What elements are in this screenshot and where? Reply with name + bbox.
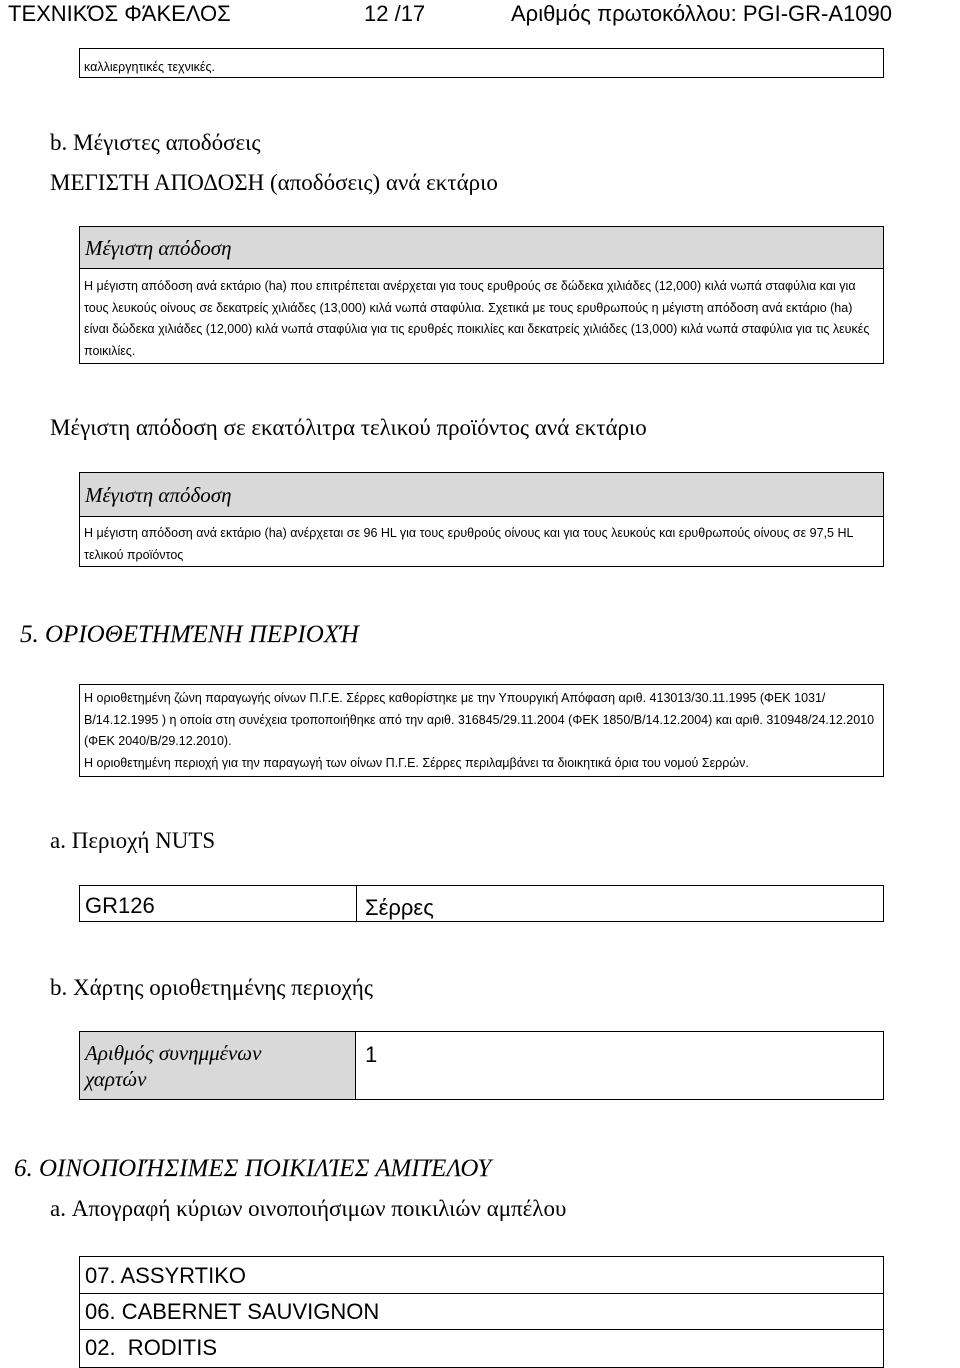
varieties-divider [80,1329,883,1330]
varieties-divider [80,1293,883,1294]
page-number: 12 /17 [364,1,426,26]
variety-item: 06. CABERNET SAUVIGNON [85,1299,380,1324]
max-yield-hl-box [79,472,884,567]
continuation-text: καλλιεργητικές τεχνικές. [84,60,215,74]
max-yield-hl-text: Η μέγιστη απόδοση ανά εκτάριο (ha) ανέρχεται σε 96 HL για τους ερυθρούς οίνους και για τους λευκούς και ερυθρωπούς οίνους σε 97,5 HL τελικού προϊόντος [84,526,853,562]
delimited-area-box [79,684,884,777]
varieties-subheading: a. Απογραφή κύριων οινοποιήσιμων ποικιλιών αμπέλου [50,1196,567,1221]
maps-count-value: 1 [365,1042,378,1067]
variety-item: 02. RODITIS [85,1335,218,1360]
varieties-table [79,1256,884,1368]
delimited-area-text-2: Η οριοθετημένη περιοχή για την παραγωγή των οίνων Π.Γ.Ε. Σέρρες περιλαμβάνει τα διοικητικά όρια του νομού Σερρών. [84,755,749,770]
nuts-heading: a. Περιοχή NUTS [50,828,216,853]
section-5-heading: 5. ΟΡΙΟΘΕΤΗΜΈΝΗ ΠΕΡΙΟΧΉ [20,621,359,648]
section-6-heading: 6. ΟΙΝΟΠΟΙΉΣΙΜΕΣ ΠΟΙΚΙΛΊΕΣ ΑΜΠΈΛΟΥ [14,1155,492,1182]
section-heading-hl: Μέγιστη απόδοση σε εκατόλιτρα τελικού προϊόντος ανά εκτάριο [50,415,647,440]
maps-table [79,1031,884,1100]
variety-item: 07. ASSYRTIKO [85,1263,247,1288]
section-heading: b. Μέγιστες αποδόσεις [50,130,261,155]
document-title: ΤΕΧΝΙΚΌΣ ΦΆΚΕΛΟΣ [8,1,231,26]
max-yield-hl-label: Μέγιστη απόδοση [80,473,883,517]
protocol-number: Αριθμός πρωτοκόλλου: PGI-GR-A1090 [511,1,892,26]
nuts-table [79,885,884,922]
nuts-code: GR126 [85,893,155,918]
max-yield-text: Η μέγιστη απόδοση ανά εκτάριο (ha) που επιτρέπεται ανέρχεται για τους ερυθρούς σε δώδεκα χιλιάδες (12,000) κιλά νωπά σταφύλια και για τους λευκούς οίνους σε δεκατρείς χιλιάδες (13,000) κιλά νωπά σταφύλια. Σχετικά με τους ερυθρωπούς η μέγιστη απόδοση ανά εκτάριο (ha) είναι δώδεκα χιλιάδες (12,000) κιλά νωπά σταφύλια για τις ερυθρές ποικιλίες και δεκατρείς χιλιάδες (13,000) κιλά νωπά σταφύλια για τις λευκές ποικιλίες. [84,279,870,358]
max-yield-label: Μέγιστη απόδοση [80,227,883,269]
nuts-divider [356,886,357,921]
section-subheading: ΜΕΓΙΣΤΗ ΑΠΟΔΟΣΗ (αποδόσεις) ανά εκτάριο [50,170,498,195]
continuation-box [79,48,884,78]
delimited-area-text-1: Η οριοθετημένη ζώνη παραγωγής οίνων Π.Γ.Ε. Σέρρες καθορίστηκε με την Υπουργική Απόφαση αριθ. 413013/30.11.1995 (ΦΕΚ 1031/Β/14.12.1995 ) η οποία στη συνέχεια τροποποιήθηκε από την αριθ. 316845/29.11.2004 (ΦΕΚ 1850/Β/14.12.2004) και αριθ. 310948/24.12.2010 (ΦΕΚ 2040/Β/29.12.2010). [84,691,875,748]
map-heading: b. Χάρτης οριοθετημένης περιοχής [50,975,373,1000]
nuts-name: Σέρρες [365,895,434,920]
maps-count-label: Αριθμός συνημμένων χαρτών [80,1032,356,1099]
max-yield-box [79,226,884,364]
